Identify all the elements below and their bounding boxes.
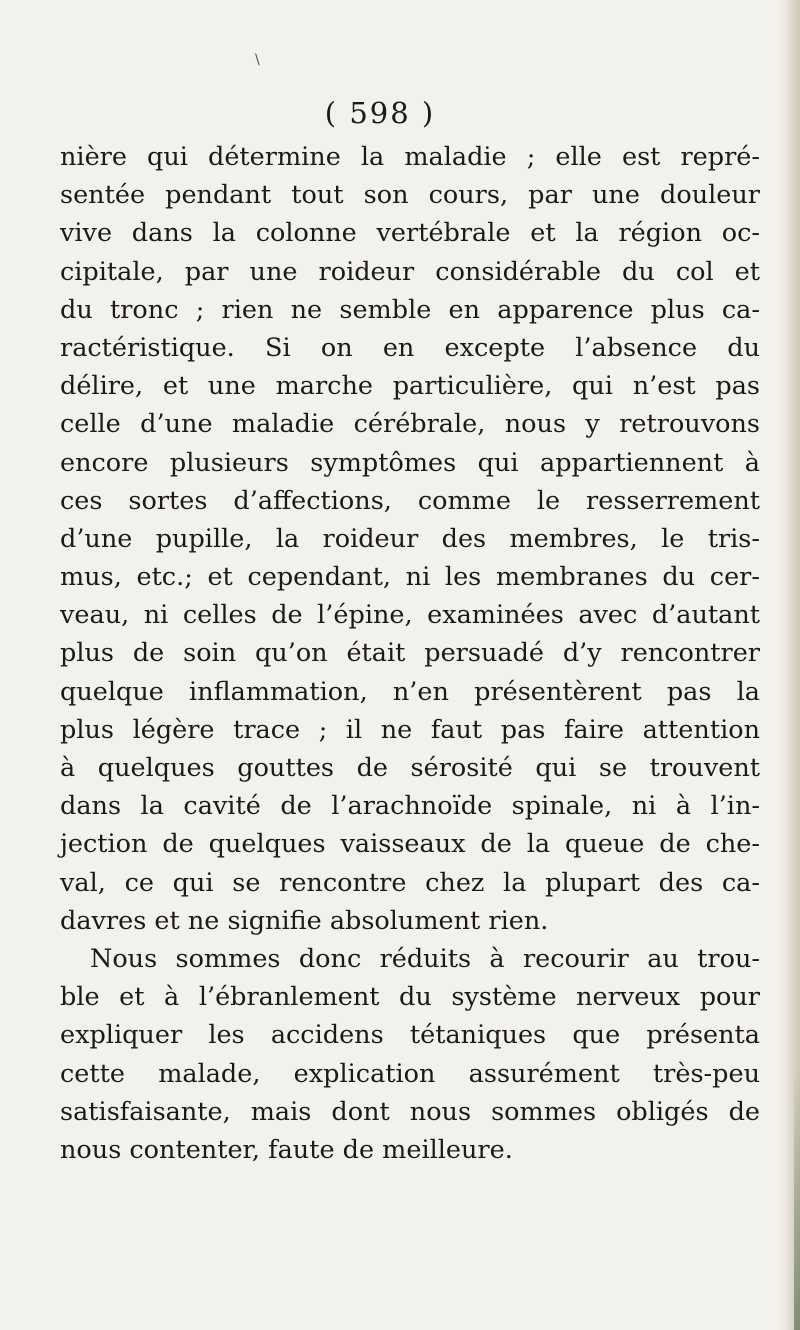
- text-line: vive dans la colonne vertébrale et la région oc-: [60, 218, 760, 249]
- text-line: Nous sommes donc réduits à recourir au trou-: [90, 943, 760, 974]
- text-line: plus légère trace ; il ne faut pas faire attention: [60, 714, 760, 745]
- text-line: nière qui détermine la maladie ; elle est repré-: [60, 142, 760, 172]
- text-line: sentée pendant tout son cours, par une douleur: [60, 180, 760, 211]
- stray-mark: \: [255, 52, 260, 68]
- text-line: à quelques gouttes de sérosité qui se trouvent: [60, 753, 760, 783]
- text-line: satisfaisante, mais dont nous sommes obligés de: [60, 1096, 760, 1127]
- text-line: celle d’une maladie cérébrale, nous y retrouvons: [60, 409, 760, 440]
- page-number: ( 598 ): [324, 96, 436, 130]
- text-line: quelque inflammation, n’en présentèrent pas la: [60, 676, 760, 707]
- text-line: jection de quelques vaisseaux de la queue de che-: [60, 829, 760, 860]
- page-edge-stain: [794, 1070, 800, 1330]
- text-line: dans la cavité de l’arachnoïde spinale, ni à l’in-: [60, 791, 760, 822]
- text-line: plus de soin qu’on était persuadé d’y rencontrer: [60, 638, 760, 669]
- text-line: expliquer les accidens tétaniques que présenta: [60, 1020, 760, 1051]
- text-line: du tronc ; rien ne semble en apparence plus ca-: [60, 294, 760, 325]
- text-line: val, ce qui se rencontre chez la plupart des ca-: [60, 867, 760, 898]
- text-line: mus, etc.; et cependant, ni les membranes du cer-: [60, 562, 760, 593]
- text-line: ble et à l’ébranlement du système nerveux pour: [60, 982, 760, 1013]
- text-line: veau, ni celles de l’épine, examinées avec d’autant: [60, 600, 760, 631]
- text-line: cette malade, explication assurément très-peu: [60, 1058, 760, 1089]
- text-line: nous contenter, faute de meilleure.: [60, 1134, 513, 1165]
- body-text: [60, 138, 760, 1169]
- text-line: encore plusieurs symptômes qui appartiennent à: [60, 447, 760, 478]
- text-line: délire, et une marche particulière, qui n’est pas: [60, 371, 760, 402]
- text-line: ces sortes d’affections, comme le resserrement: [60, 485, 760, 516]
- text-line: cipitale, par une roideur considérable du col et: [60, 256, 760, 287]
- text-line: ractéristique. Si on en excepte l’absence du: [60, 332, 760, 363]
- text-line: d’une pupille, la roideur des membres, le tris-: [60, 523, 760, 554]
- text-line: davres et ne signifie absolument rien.: [60, 905, 549, 936]
